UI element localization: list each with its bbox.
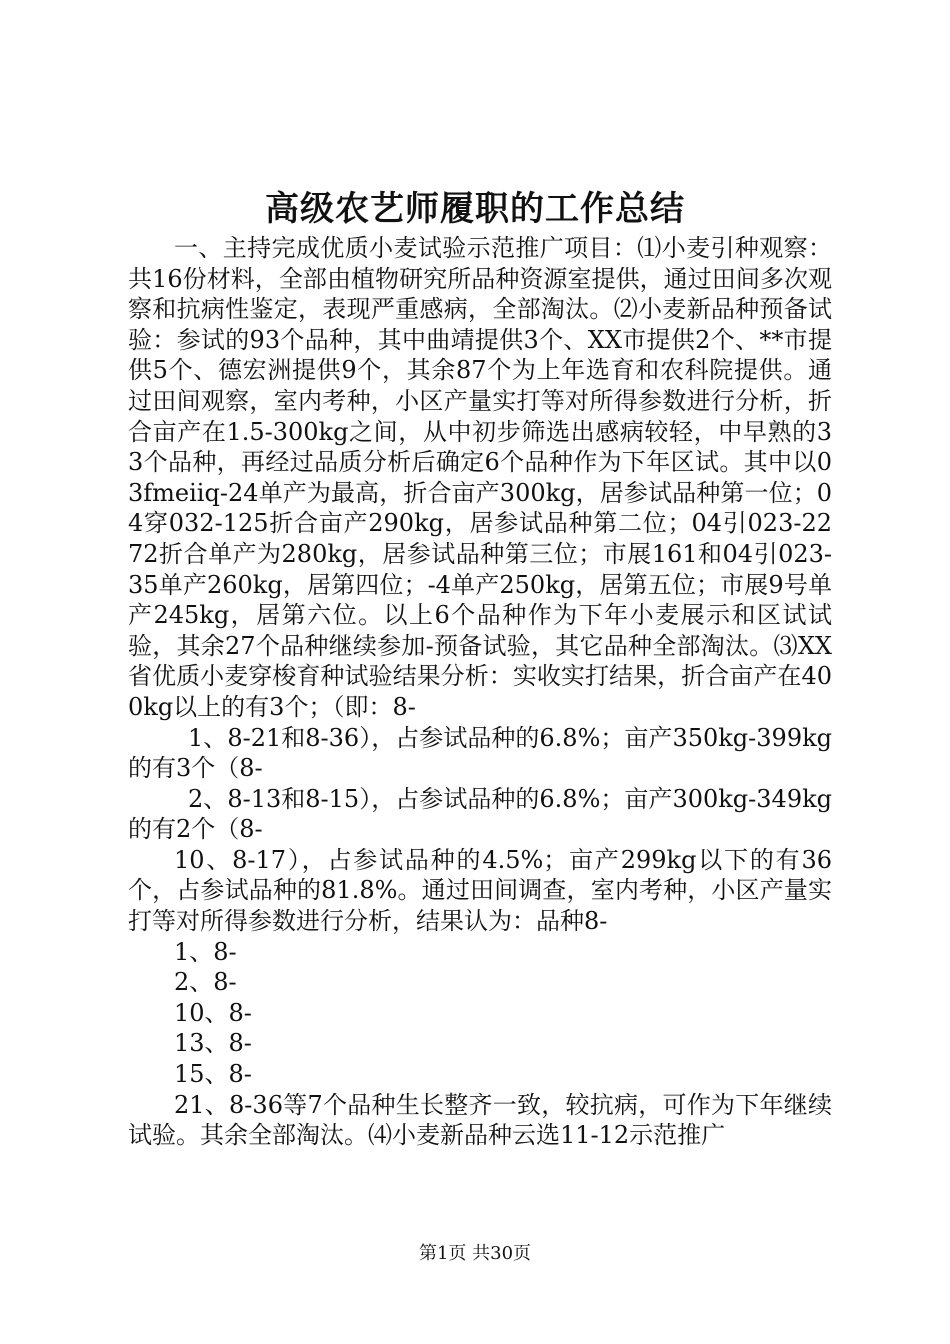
paragraph: 21、8-36等7个品种生长整齐一致，较抗病，可作为下年继续试验。其余全部淘汰。⑷小麦新品种云选11-12示范推广 [128, 1090, 832, 1150]
paragraph: 1、8- [174, 937, 237, 966]
paragraph: 10、8-17），占参试品种的4.5%；亩产299kg以下的有36个，占参试品种的81.8%。通过田间调查，室内考种，小区产量实打等对所得参数进行分析，结果认为：品种8- [128, 845, 832, 936]
paragraph: 一、主持完成优质小麦试验示范推广项目：⑴小麦引种观察：共16份材料，全部由植物研究所品种资源室提供，通过田间多次观察和抗病性鉴定，表现严重感病，全部淘汰。⑵小麦新品种预备试验：参试的93个品种，其中曲靖提供3个、XX市提供2个、**市提供5个、德宏洲提供9个，其余87个为上年选育和农科院提供。通过田间观察，室内考种，小区产量实打等对所得参数进行分析，折合亩产在1.5-300kg之间，从中初步筛选出感病较轻，中早熟的33个品种，再经过品质分析后确定6个品种作为下年区试。其中以03fmeiiq-24单产为最高，折合亩产300kg，居参试品种第一位；04穿032-125折合亩产290kg，居参试品种第二位；04引023-2272折合单产为280kg，居参试品种第三位；市展161和04引023-35单产260kg，居第四位；-4单产250kg，居第五位；市展9号单产245kg，居第六位。以上6个品种作为下年小麦展示和区试试验，其余27个品种继续参加-预备试验，其它品种全部淘汰。⑶XX省优质小麦穿梭育种试验结果分析：实收实打结果，折合亩产在400kg以上的有3个；（即：8- [128, 234, 832, 721]
paragraph: 15、8- [174, 1060, 252, 1089]
document-body [128, 233, 832, 1151]
paragraph: 10、8- [174, 998, 252, 1027]
document-title: 高级农艺师履职的工作总结 [265, 189, 685, 229]
page-number-footer: 第1页 共30页 [418, 1243, 532, 1264]
paragraph: 2、8- [174, 968, 237, 997]
paragraph: 13、8- [174, 1029, 252, 1058]
paragraph: 2、8-13和8-15），占参试品种的6.8%；亩产300kg-349kg的有2个（8- [128, 784, 832, 844]
paragraph: 1、8-21和8-36），占参试品种的6.8%；亩产350kg-399kg的有3个（8- [128, 723, 832, 783]
